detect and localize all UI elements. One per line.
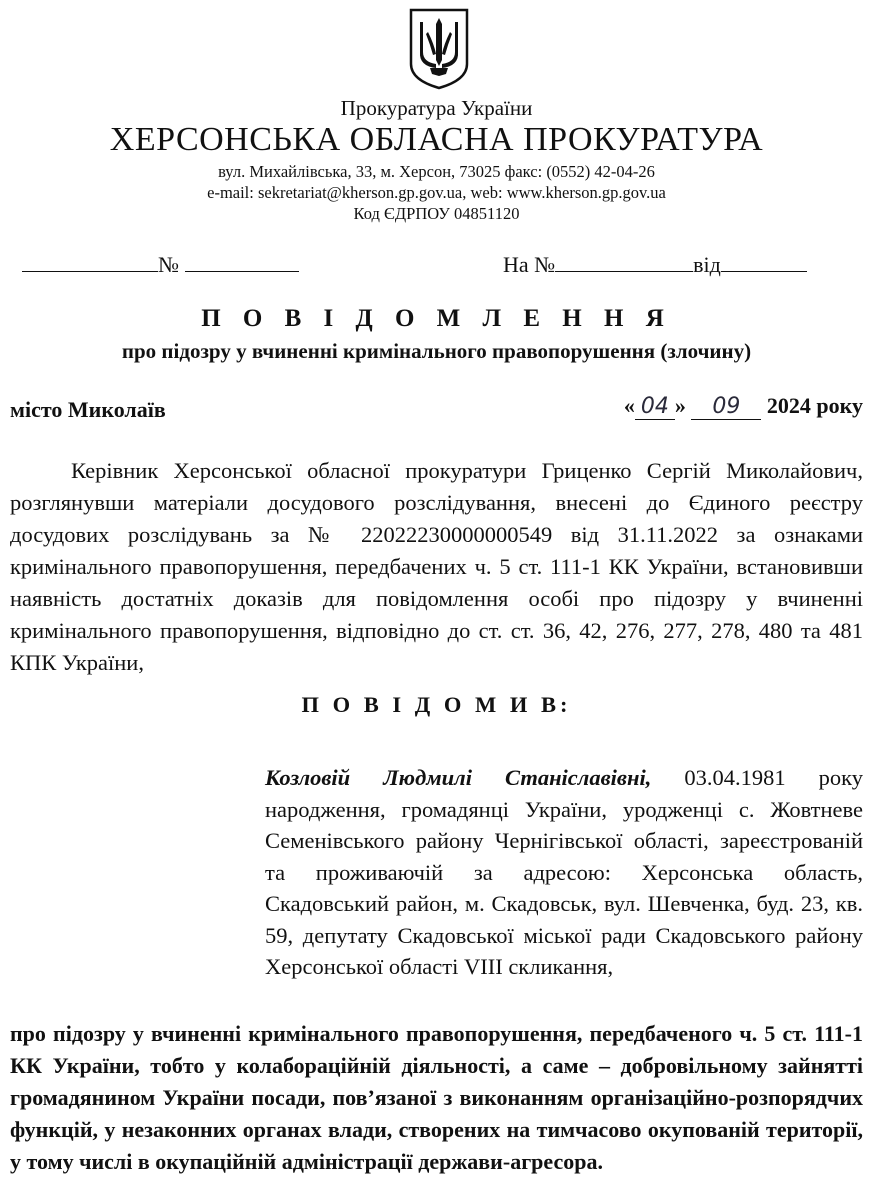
edrpou-line: Код ЄДРПОУ 04851120 [353, 204, 520, 223]
date-month-handwritten: 09 [691, 394, 761, 420]
outgoing-reference [22, 252, 299, 278]
incoming-reference [503, 252, 807, 278]
outgoing-number-blank [185, 253, 299, 272]
number-sign: № [158, 252, 179, 277]
date-open-quote: « [623, 393, 635, 418]
city-label: місто Миколаїв [10, 397, 166, 422]
suspect-name: Козловій Людмилі Станіславівні, [265, 765, 652, 790]
document-subtitle: про підозру у вчиненні кримінального правопорушення (злочину) [121, 339, 752, 363]
document-date [624, 393, 863, 420]
address-line: вул. Михайлівська, 33, м. Херсон, 73025 факс: (0552) 42-04-26 [218, 162, 655, 181]
contact-line: e-mail: sekretariat@kherson.gp.gov.ua, web: www.kherson.gp.gov.ua [207, 183, 666, 202]
incoming-number-blank [555, 253, 693, 272]
informed-heading: П О В І Д О М И В: [301, 692, 572, 717]
incoming-date-blank [721, 253, 807, 272]
date-year: 2024 року [766, 393, 863, 418]
suspect-details [265, 762, 863, 983]
intro-paragraph: Керівник Херсонської обласної прокуратури Гриценко Сергій Миколайович, розглянувши матеріали досудового розслідування, внесені до Єдиного реєстру досудових розслідувань за № 22022230000000549 від 31.11.2022 за ознаками кримінального правопорушення, передбачених ч. 5 ст. 111-1 КК України, встановивши наявність достатніх доказів для повідомлення особі про підозру у вчиненні кримінального правопорушення, відповідно до ст. ст. 36, 42, 276, 277, 278, 480 та 481 КПК України, [10, 458, 863, 675]
org-name: ХЕРСОНСЬКА ОБЛАСНА ПРОКУРАТУРА [109, 121, 764, 158]
org-parent-name: Прокуратура України [340, 96, 533, 120]
outgoing-date-blank [22, 253, 158, 272]
date-day-handwritten: 04 [635, 394, 675, 420]
reply-label: На № [503, 252, 556, 277]
document-title: П О В І Д О М Л Е Н Н Я [201, 305, 672, 332]
trident-coat-of-arms-icon [408, 8, 470, 90]
suspect-info: 03.04.1981 року народження, громадянці України, уродженці с. Жовтневе Семенівського району Чернігівської області, зареєстрованій та проживаючій за адресою: Херсонська область, Скадовський район, м. Скадовськ, вул. Шевченка, буд. 23, кв. 59, депутату Скадовської міської ради Скадовського району Херсонської області VIII скликання, [265, 765, 863, 979]
from-label: від [693, 252, 721, 277]
date-close-quote: » [674, 393, 686, 418]
suspicion-statement: про підозру у вчиненні кримінального правопорушення, передбаченого ч. 5 ст. 111-1 КК України, тобто у колабораційній діяльності, а саме – добровільному зайнятті громадянином України посади, пов’язаної з виконанням організаційно-розпорядчих функцій, у незаконних органах влади, створених на тимчасово окупованій території, у тому числі в окупаційній адміністрації держави-агресора. [10, 1021, 863, 1174]
